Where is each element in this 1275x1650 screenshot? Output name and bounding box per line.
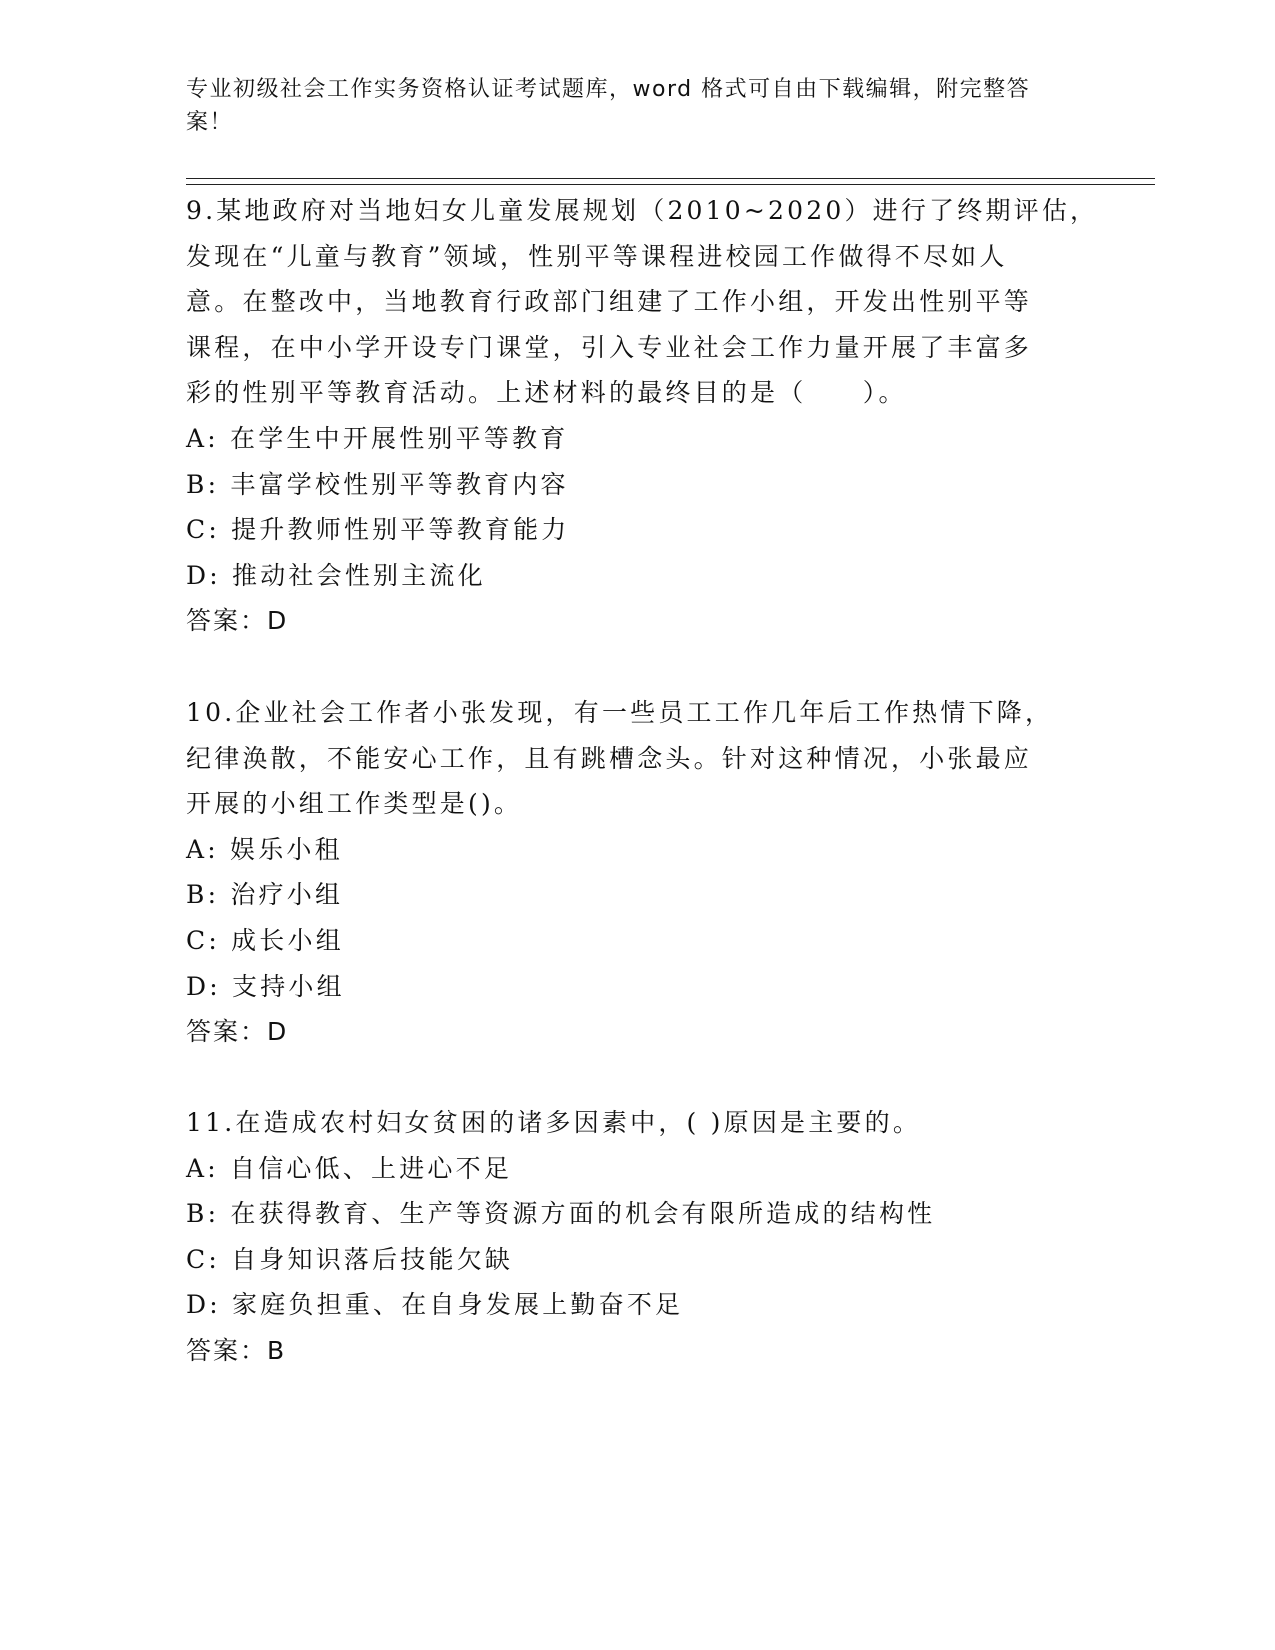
answer-label: 答案：B — [186, 1335, 287, 1365]
header-line-1: 专业初级社会工作实务资格认证考试题库，word 格式可自由下载编辑，附完整答 — [186, 77, 1031, 102]
question-stem-line: 课程，在中小学开设专门课堂，引入专业社会工作力量开展了丰富多 — [186, 332, 1033, 362]
header-divider-top — [186, 178, 1155, 179]
option-b: B: 丰富学校性别平等教育内容 — [186, 469, 569, 499]
question-9 — [186, 188, 1099, 644]
option-d: D: 家庭负担重、在自身发展上勤奋不足 — [186, 1290, 684, 1320]
option-d: D: 推动社会性别主流化 — [186, 560, 486, 590]
question-stem-line: 11.在造成农村妇女贫困的诸多因素中，( )原因是主要的。 — [186, 1108, 922, 1137]
question-stem-line: 10.企业社会工作者小张发现，有一些员工工作几年后工作热情下降， — [186, 698, 1054, 727]
question-stem-line: 纪律涣散，不能安心工作，且有跳槽念头。针对这种情况，小张最应 — [186, 743, 1033, 773]
question-stem-line: 彩的性别平等教育活动。上述材料的最终目的是（ ）。 — [186, 378, 907, 408]
option-c: C: 自身知识落后技能欠缺 — [186, 1244, 514, 1274]
option-b: B: 在获得教育、生产等资源方面的机会有限所造成的结构性 — [186, 1199, 936, 1229]
question-stem-line: 发现在“儿童与教育”领域，性别平等课程进校园工作做得不尽如人 — [186, 241, 1008, 271]
option-b: B: 治疗小组 — [186, 880, 344, 910]
option-a: A: 在学生中开展性别平等教育 — [186, 423, 569, 453]
answer-label: 答案：D — [186, 606, 289, 636]
question-stem-line: 开展的小组工作类型是()。 — [186, 789, 523, 819]
option-a: A: 自信心低、上进心不足 — [186, 1153, 513, 1183]
question-stem-line: 意。在整改中，当地教育行政部门组建了工作小组，开发出性别平等 — [186, 287, 1033, 317]
option-c: C: 成长小组 — [186, 925, 344, 955]
option-c: C: 提升教师性别平等教育能力 — [186, 515, 570, 545]
option-d: D: 支持小组 — [186, 971, 345, 1001]
answer-label: 答案：D — [186, 1017, 289, 1047]
question-10 — [186, 690, 1066, 1055]
question-stem-line: 9.某地政府对当地妇女儿童发展规划（2010~2020）进行了终期评估， — [186, 196, 1099, 225]
header-divider-bottom — [186, 184, 1155, 185]
option-a: A: 娱乐小租 — [186, 834, 343, 864]
header-line-2: 案！ — [186, 110, 234, 135]
question-11 — [186, 1100, 1066, 1374]
document-header — [186, 73, 1066, 139]
